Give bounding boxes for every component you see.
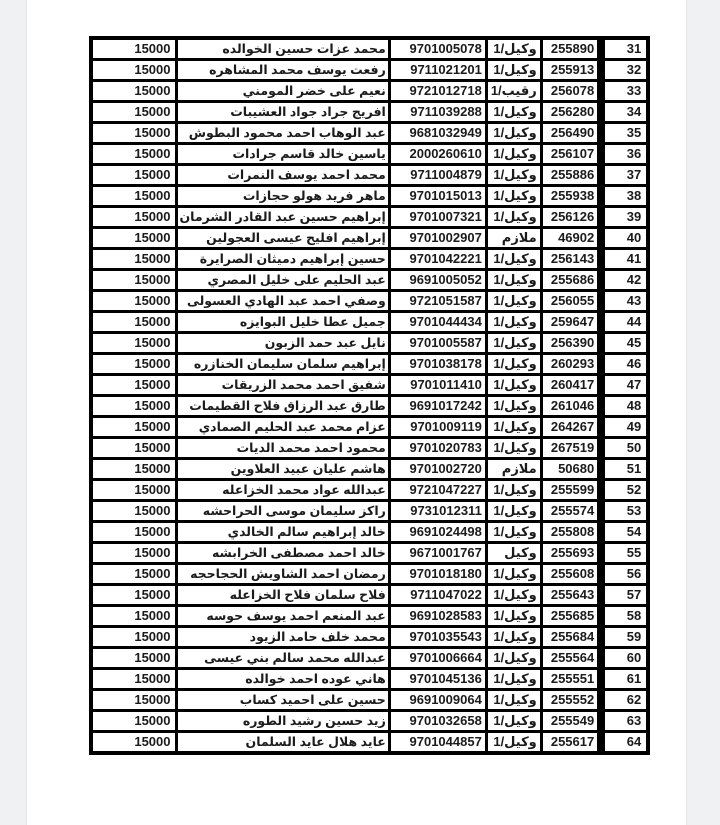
amount-cell: 15000 (91, 606, 176, 627)
national-number-cell: 9701009119 (389, 417, 486, 438)
serial-cell: 42 (601, 270, 648, 291)
serial-cell: 60 (601, 648, 648, 669)
name-cell: ياسين خالد قاسم جرادات (176, 144, 389, 165)
amount-cell: 15000 (91, 375, 176, 396)
amount-cell: 15000 (91, 711, 176, 732)
rank-cell: ملازم (486, 228, 541, 249)
name-cell: جميل عطا خليل البوايزه (176, 312, 389, 333)
rank-cell: وكيل/1 (486, 501, 541, 522)
national-number-cell: 9721047227 (389, 480, 486, 501)
serial-cell: 33 (601, 81, 648, 102)
name-cell: محمد عزات حسين الخوالده (176, 38, 389, 60)
military-number-cell: 255686 (541, 270, 601, 291)
military-number-cell: 261046 (541, 396, 601, 417)
rank-cell: وكيل/1 (486, 711, 541, 732)
amount-cell: 15000 (91, 627, 176, 648)
amount-cell: 15000 (91, 417, 176, 438)
military-number-cell: 264267 (541, 417, 601, 438)
table-row (91, 522, 648, 543)
table-row (91, 501, 648, 522)
serial-cell: 53 (601, 501, 648, 522)
name-cell: عبدالله محمد سالم بني عيسى (176, 648, 389, 669)
name-cell: خالد إبراهيم سالم الخالدي (176, 522, 389, 543)
serial-cell: 56 (601, 564, 648, 585)
table-row (91, 543, 648, 564)
national-number-cell: 9691024498 (389, 522, 486, 543)
table-row (91, 123, 648, 144)
military-number-cell: 255552 (541, 690, 601, 711)
rank-cell: وكيل/1 (486, 270, 541, 291)
table-row (91, 333, 648, 354)
amount-cell: 15000 (91, 60, 176, 81)
name-cell: محمد احمد يوسف النمرات (176, 165, 389, 186)
rank-cell: وكيل/1 (486, 606, 541, 627)
amount-cell: 15000 (91, 38, 176, 60)
national-number-cell: 9691017242 (389, 396, 486, 417)
table-row (91, 375, 648, 396)
table-row (91, 38, 648, 60)
rank-cell: وكيل/1 (486, 123, 541, 144)
serial-cell: 54 (601, 522, 648, 543)
rank-cell: وكيل/1 (486, 144, 541, 165)
serial-cell: 55 (601, 543, 648, 564)
table-row (91, 249, 648, 270)
military-number-cell: 267519 (541, 438, 601, 459)
rank-cell: وكيل/1 (486, 291, 541, 312)
table-row (91, 585, 648, 606)
serial-cell: 46 (601, 354, 648, 375)
amount-cell: 15000 (91, 144, 176, 165)
serial-cell: 62 (601, 690, 648, 711)
military-number-cell: 255685 (541, 606, 601, 627)
name-cell: عزام محمد عبد الحليم الصمادي (176, 417, 389, 438)
amount-cell: 15000 (91, 648, 176, 669)
rank-cell: وكيل/1 (486, 732, 541, 754)
serial-cell: 61 (601, 669, 648, 690)
military-number-cell: 50680 (541, 459, 601, 480)
amount-cell: 15000 (91, 312, 176, 333)
national-number-cell: 9701038178 (389, 354, 486, 375)
rank-cell: وكيل/1 (486, 207, 541, 228)
serial-cell: 52 (601, 480, 648, 501)
name-cell: إبراهيم حسين عبد القادر الشرمان (176, 207, 389, 228)
table-row (91, 564, 648, 585)
military-number-cell: 256390 (541, 333, 601, 354)
national-number-cell: 9691028583 (389, 606, 486, 627)
name-cell: محمد خلف حامد الزيود (176, 627, 389, 648)
rank-cell: وكيل/1 (486, 375, 541, 396)
national-number-cell: 9701005078 (389, 38, 486, 60)
amount-cell: 15000 (91, 585, 176, 606)
serial-cell: 48 (601, 396, 648, 417)
national-number-cell: 9701006664 (389, 648, 486, 669)
name-cell: طارق عبد الرزاق فلاح القطيمات (176, 396, 389, 417)
national-number-cell: 9701005587 (389, 333, 486, 354)
name-cell: إبراهيم سلمان سليمان الخنازره (176, 354, 389, 375)
name-cell: عايد هلال عايد السلمان (176, 732, 389, 754)
national-number-cell: 9721012718 (389, 81, 486, 102)
amount-cell: 15000 (91, 564, 176, 585)
military-number-cell: 256143 (541, 249, 601, 270)
military-number-cell: 255684 (541, 627, 601, 648)
table-row (91, 165, 648, 186)
serial-cell: 39 (601, 207, 648, 228)
table-row (91, 396, 648, 417)
amount-cell: 15000 (91, 501, 176, 522)
amount-cell: 15000 (91, 102, 176, 123)
amount-cell: 15000 (91, 123, 176, 144)
national-number-cell: 9671001767 (389, 543, 486, 564)
military-number-cell: 256055 (541, 291, 601, 312)
rank-cell: وكيل/1 (486, 60, 541, 81)
serial-cell: 43 (601, 291, 648, 312)
serial-cell: 31 (601, 38, 648, 60)
serial-cell: 63 (601, 711, 648, 732)
name-cell: وصفي احمد عبد الهادي العسولى (176, 291, 389, 312)
amount-cell: 15000 (91, 81, 176, 102)
rank-cell: وكيل/1 (486, 102, 541, 123)
table-row (91, 207, 648, 228)
name-cell: نعيم على خضر المومني (176, 81, 389, 102)
amount-cell: 15000 (91, 690, 176, 711)
name-cell: محمود احمد محمد الديات (176, 438, 389, 459)
national-number-cell: 9701002720 (389, 459, 486, 480)
military-number-cell: 255608 (541, 564, 601, 585)
table-row (91, 144, 648, 165)
table-row (91, 186, 648, 207)
serial-cell: 64 (601, 732, 648, 754)
table-row (91, 312, 648, 333)
serial-cell: 36 (601, 144, 648, 165)
rank-cell: وكيل/1 (486, 354, 541, 375)
rank-cell: وكيل/1 (486, 585, 541, 606)
table-row (91, 102, 648, 123)
name-cell: عبدالله عواد محمد الخزاعله (176, 480, 389, 501)
rank-cell: وكيل/1 (486, 690, 541, 711)
amount-cell: 15000 (91, 669, 176, 690)
amount-cell: 15000 (91, 186, 176, 207)
table-row (91, 648, 648, 669)
national-number-cell: 9701011410 (389, 375, 486, 396)
table-row (91, 270, 648, 291)
records-body (91, 38, 648, 753)
name-cell: عبد الوهاب احمد محمود البطوش (176, 123, 389, 144)
name-cell: عبد المنعم احمد يوسف حوسه (176, 606, 389, 627)
name-cell: هاني عوده احمد خوالده (176, 669, 389, 690)
military-number-cell: 259647 (541, 312, 601, 333)
serial-cell: 40 (601, 228, 648, 249)
military-number-cell: 255564 (541, 648, 601, 669)
personnel-table (89, 36, 650, 755)
national-number-cell: 9731012311 (389, 501, 486, 522)
name-cell: هاشم عليان عبيد العلاوين (176, 459, 389, 480)
military-number-cell: 255808 (541, 522, 601, 543)
military-number-cell: 255938 (541, 186, 601, 207)
rank-cell: وكيل/1 (486, 249, 541, 270)
table-row (91, 417, 648, 438)
rank-cell: وكيل/1 (486, 627, 541, 648)
military-number-cell: 255890 (541, 38, 601, 60)
amount-cell: 15000 (91, 207, 176, 228)
name-cell: نايل عبد حمد الزبون (176, 333, 389, 354)
serial-cell: 45 (601, 333, 648, 354)
name-cell: شفيق احمد محمد الزريقات (176, 375, 389, 396)
rank-cell: ملازم (486, 459, 541, 480)
rank-cell: وكيل/1 (486, 417, 541, 438)
serial-cell: 59 (601, 627, 648, 648)
national-number-cell: 9701045136 (389, 669, 486, 690)
amount-cell: 15000 (91, 333, 176, 354)
amount-cell: 15000 (91, 270, 176, 291)
table-row (91, 480, 648, 501)
military-number-cell: 255693 (541, 543, 601, 564)
rank-cell: وكيل/1 (486, 312, 541, 333)
national-number-cell: 9681032949 (389, 123, 486, 144)
rank-cell: وكيل/1 (486, 396, 541, 417)
rank-cell: وكيل/1 (486, 186, 541, 207)
serial-cell: 49 (601, 417, 648, 438)
serial-cell: 50 (601, 438, 648, 459)
serial-cell: 51 (601, 459, 648, 480)
name-cell: رفعت يوسف محمد المشاهره (176, 60, 389, 81)
rank-cell: وكيل (486, 543, 541, 564)
name-cell: زيد حسين رشيد الطوره (176, 711, 389, 732)
serial-cell: 37 (601, 165, 648, 186)
name-cell: فلاح سلمان فلاح الخزاعله (176, 585, 389, 606)
amount-cell: 15000 (91, 249, 176, 270)
rank-cell: وكيل/1 (486, 522, 541, 543)
national-number-cell: 9701044857 (389, 732, 486, 754)
national-number-cell: 9701018180 (389, 564, 486, 585)
amount-cell: 15000 (91, 396, 176, 417)
name-cell: حسين على احميد كساب (176, 690, 389, 711)
military-number-cell: 255913 (541, 60, 601, 81)
military-number-cell: 255617 (541, 732, 601, 754)
national-number-cell: 9701042221 (389, 249, 486, 270)
rank-cell: وكيل/1 (486, 333, 541, 354)
table-row (91, 81, 648, 102)
military-number-cell: 256078 (541, 81, 601, 102)
table-row (91, 711, 648, 732)
national-number-cell: 9711004879 (389, 165, 486, 186)
military-number-cell: 260417 (541, 375, 601, 396)
national-number-cell: 9701007321 (389, 207, 486, 228)
table-row (91, 60, 648, 81)
military-number-cell: 256107 (541, 144, 601, 165)
national-number-cell: 9711039288 (389, 102, 486, 123)
table-row (91, 228, 648, 249)
national-number-cell: 9691009064 (389, 690, 486, 711)
amount-cell: 15000 (91, 543, 176, 564)
national-number-cell: 9701035543 (389, 627, 486, 648)
serial-cell: 32 (601, 60, 648, 81)
military-number-cell: 255643 (541, 585, 601, 606)
military-number-cell: 255599 (541, 480, 601, 501)
rank-cell: رقيب/1 (486, 81, 541, 102)
table-row (91, 690, 648, 711)
name-cell: حسين إبراهيم دميثان الصرايرة (176, 249, 389, 270)
rank-cell: وكيل/1 (486, 564, 541, 585)
name-cell: خالد احمد مصطفى الخرابشه (176, 543, 389, 564)
military-number-cell: 255886 (541, 165, 601, 186)
national-number-cell: 9701015013 (389, 186, 486, 207)
military-number-cell: 255551 (541, 669, 601, 690)
serial-cell: 58 (601, 606, 648, 627)
serial-cell: 47 (601, 375, 648, 396)
table-row (91, 669, 648, 690)
amount-cell: 15000 (91, 480, 176, 501)
serial-cell: 34 (601, 102, 648, 123)
national-number-cell: 9711047022 (389, 585, 486, 606)
national-number-cell: 2000260610 (389, 144, 486, 165)
serial-cell: 35 (601, 123, 648, 144)
name-cell: رمضان احمد الشاويش الحجاحجه (176, 564, 389, 585)
amount-cell: 15000 (91, 438, 176, 459)
amount-cell: 15000 (91, 228, 176, 249)
table-row (91, 354, 648, 375)
table-row (91, 438, 648, 459)
national-number-cell: 9701002907 (389, 228, 486, 249)
table-row (91, 606, 648, 627)
table-row (91, 459, 648, 480)
national-number-cell: 9701032658 (389, 711, 486, 732)
national-number-cell: 9701020783 (389, 438, 486, 459)
name-cell: راكز سليمان موسى الحراحشه (176, 501, 389, 522)
name-cell: ماهر فريد هولو حجازات (176, 186, 389, 207)
name-cell: إبراهيم افليح عيسى العجولين (176, 228, 389, 249)
military-number-cell: 255549 (541, 711, 601, 732)
national-number-cell: 9721051587 (389, 291, 486, 312)
military-number-cell: 46902 (541, 228, 601, 249)
amount-cell: 15000 (91, 354, 176, 375)
table-row (91, 627, 648, 648)
name-cell: افريج جراد جواد العشيبات (176, 102, 389, 123)
military-number-cell: 255574 (541, 501, 601, 522)
serial-cell: 41 (601, 249, 648, 270)
amount-cell: 15000 (91, 165, 176, 186)
rank-cell: وكيل/1 (486, 165, 541, 186)
amount-cell: 15000 (91, 522, 176, 543)
serial-cell: 44 (601, 312, 648, 333)
national-number-cell: 9711021201 (389, 60, 486, 81)
national-number-cell: 9691005052 (389, 270, 486, 291)
name-cell: عبد الحليم على خليل المصري (176, 270, 389, 291)
amount-cell: 15000 (91, 732, 176, 754)
military-number-cell: 256280 (541, 102, 601, 123)
rank-cell: وكيل/1 (486, 480, 541, 501)
serial-cell: 38 (601, 186, 648, 207)
military-number-cell: 260293 (541, 354, 601, 375)
serial-cell: 57 (601, 585, 648, 606)
rank-cell: وكيل/1 (486, 669, 541, 690)
amount-cell: 15000 (91, 459, 176, 480)
national-number-cell: 9701044434 (389, 312, 486, 333)
military-number-cell: 256490 (541, 123, 601, 144)
rank-cell: وكيل/1 (486, 648, 541, 669)
rank-cell: وكيل/1 (486, 38, 541, 60)
rank-cell: وكيل/1 (486, 438, 541, 459)
amount-cell: 15000 (91, 291, 176, 312)
military-number-cell: 256126 (541, 207, 601, 228)
table-row (91, 291, 648, 312)
table-row (91, 732, 648, 754)
